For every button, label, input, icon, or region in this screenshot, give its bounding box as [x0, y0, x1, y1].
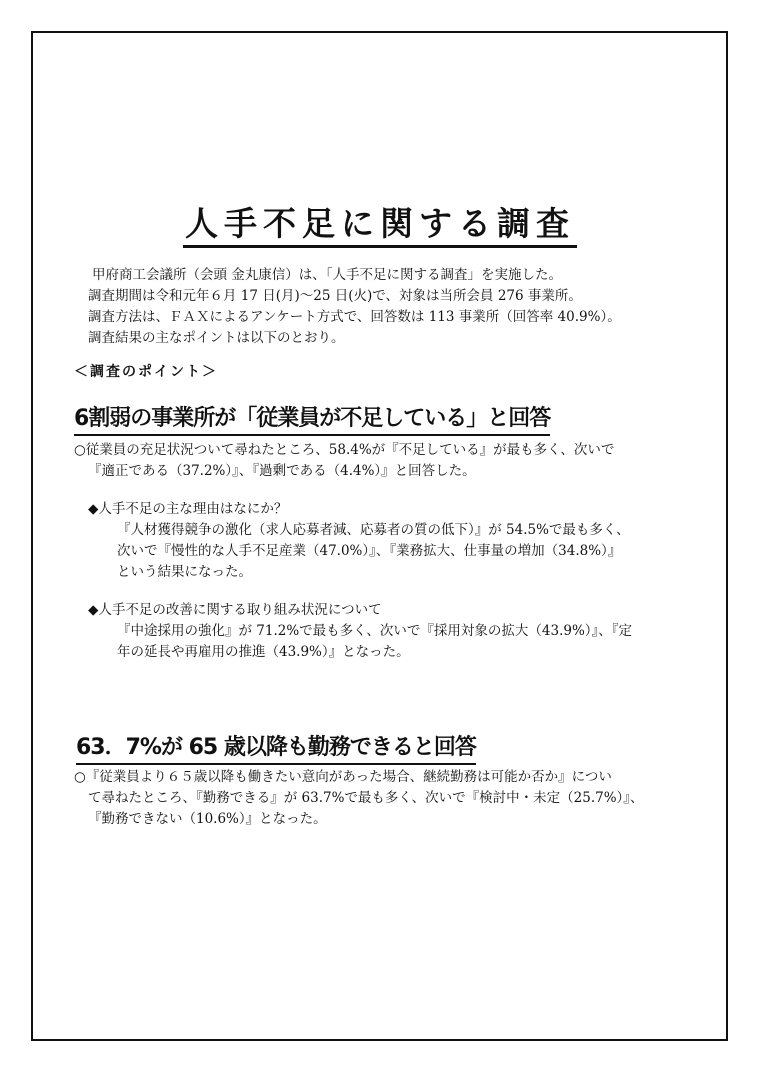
sub1-body-line-3: という結果になった。 [117, 564, 252, 580]
intro-line-4: 調査結果の主なポイントは以下のとおり。 [88, 330, 345, 346]
sub2-body-line-1: 『中途採用の強化』が 71.2%で最も多く、次いで『採用対象の拡大（43.9%）』、『定 [117, 623, 633, 639]
intro-line-1: 甲府商工会議所（会頭 金丸康信）は、「人手不足に関する調査」を実施した。 [92, 267, 563, 283]
sub2-body-line-2: 年の延長や再雇用の推進（43.9%）』となった。 [117, 644, 410, 660]
section1-headline: 6割弱の事業所が「従業員が不足している」と回答 [74, 401, 550, 432]
section2-body-line-3: 『勤務できない（10.6%）』となった。 [88, 811, 327, 827]
section1-body-line-2: 『適正である（37.2%）』、『過剰である（4.4%）』と回答した。 [88, 463, 476, 479]
section2-body-line-2: て尋ねたところ、『勤務できる』が 63.7%で最も多く、次いで『検討中・未定（25.7%）』、 [88, 790, 644, 806]
document-title: 人手不足に関する調査 [0, 198, 760, 245]
sub2-heading: ◆人手不足の改善に関する取り組み状況について [88, 602, 382, 618]
points-label: ＜調査のポイント＞ [74, 364, 218, 380]
intro-line-3: 調査方法は、ＦＡＸによるアンケート方式で、回答数は 113 事業所（回答率 40.9%）。 [88, 309, 621, 325]
section1-body-line-1: ○従業員の充足状況ついて尋ねたところ、58.4%が『不足している』が最も多く、次いで [74, 442, 615, 458]
sub1-body-line-1: 『人材獲得競争の激化（求人応募者減、応募者の質の低下）』が 54.5%で最も多く、 [117, 522, 630, 538]
sub1-body-line-2: 次いで『慢性的な人手不足産業（47.0%）』、『業務拡大、仕事量の増加（34.8%）』 [117, 543, 622, 559]
section2-headline: 63．7%が 65 歳以降も勤務できると回答 [76, 730, 476, 761]
section2-body-line-1: ○『従業員より６５歳以降も働きたい意向があった場合、継続勤務は可能か否か』につい [74, 769, 612, 785]
intro-line-2: 調査期間は令和元年６月 17 日(月)～25 日(火)で、対象は当所会員 276 事業所。 [88, 288, 582, 304]
sub1-heading: ◆人手不足の主な理由はなにか？ [88, 501, 288, 517]
